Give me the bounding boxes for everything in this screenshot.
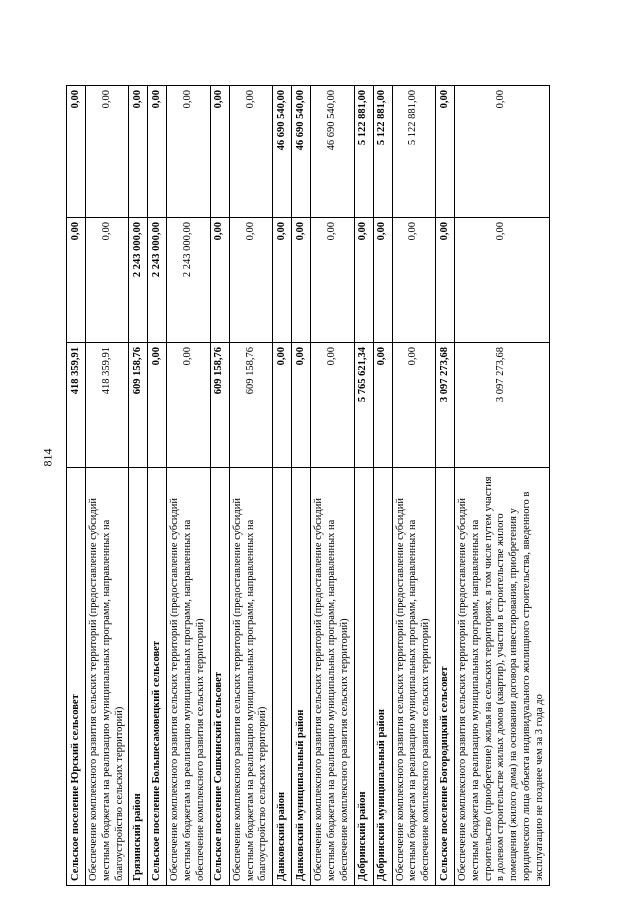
- value-cell-3: 0,00: [148, 86, 167, 218]
- table-row-total: [67, 86, 86, 886]
- value-cell-1: 5 765 621,34: [354, 343, 373, 468]
- value-cell-3: 5 122 881,00: [373, 86, 392, 218]
- name-cell: Обеспечение комплексного развития сельских территорий (предоставление субсидий местным бюджетам на реализацию муниципальных программ, направленных на строительство (приобретение) жилья на сельских территориях, в том числе путем участия в долевом строительстве жилых домов (квартир), участия в строительстве жилого помещения (жилого дома) на основании договора инвестирования, приобретения у юридического лица объекта индивидуального жилищного строительства, введенного в эксплуатацию не позднее чем за 3 года до: [454, 468, 549, 886]
- table-row: [454, 86, 549, 886]
- value-cell-2: 2 243 000,00: [129, 218, 148, 343]
- value-cell-1: 3 097 273,68: [454, 343, 549, 468]
- name-cell: Грязинский район: [129, 468, 148, 886]
- value-cell-1: 0,00: [311, 343, 354, 468]
- value-cell-1: 418 359,91: [67, 343, 86, 468]
- name-cell: Сельское поселение Юрский сельсовет: [67, 468, 86, 886]
- name-cell: Сельское поселение Сошкинский сельсовет: [210, 468, 229, 886]
- table-row: [392, 86, 435, 886]
- value-cell-1: 609 158,76: [129, 343, 148, 468]
- name-cell: Добринский муниципальный район: [373, 468, 392, 886]
- name-cell: Данковский район: [273, 468, 292, 886]
- name-cell: Обеспечение комплексного развития сельских территорий (предоставление субсидий местным бюджетам на реализацию муниципальных программ, направленных на благоустройство сельских территорий): [229, 468, 272, 886]
- value-cell-2: 0,00: [354, 218, 373, 343]
- value-cell-3: 0,00: [435, 86, 454, 218]
- value-cell-2: 0,00: [454, 218, 549, 343]
- value-cell-1: 0,00: [373, 343, 392, 468]
- name-cell: Обеспечение комплексного развития сельских территорий (предоставление субсидий местным бюджетам на реализацию муниципальных программ, направленных на благоустройство сельских территорий): [86, 468, 129, 886]
- value-cell-3: 0,00: [129, 86, 148, 218]
- name-cell: Обеспечение комплексного развития сельских территорий (предоставление субсидий местным бюджетам на реализацию муниципальных программ, направленных на обеспечение комплексного развития сельских территорий): [392, 468, 435, 886]
- table-row-total: [129, 86, 148, 886]
- value-cell-3: 0,00: [229, 86, 272, 218]
- value-cell-1: 3 097 273,68: [435, 343, 454, 468]
- name-cell: Данковский муниципальный район: [292, 468, 311, 886]
- value-cell-2: 0,00: [210, 218, 229, 343]
- value-cell-1: 0,00: [392, 343, 435, 468]
- table-row-total: [292, 86, 311, 886]
- table-row-total: [273, 86, 292, 886]
- value-cell-2: 0,00: [67, 218, 86, 343]
- value-cell-2: 0,00: [229, 218, 272, 343]
- value-cell-3: 0,00: [67, 86, 86, 218]
- table-row-total: [435, 86, 454, 886]
- table-row: [86, 86, 129, 886]
- value-cell-2: 0,00: [435, 218, 454, 343]
- value-cell-3: 5 122 881,00: [354, 86, 373, 218]
- value-cell-2: 0,00: [292, 218, 311, 343]
- budget-table: [66, 85, 550, 886]
- name-cell: Сельское поселение Большесамовецкий сельсовет: [148, 468, 167, 886]
- value-cell-3: 46 690 540,00: [292, 86, 311, 218]
- name-cell: Обеспечение комплексного развития сельских территорий (предоставление субсидий местным бюджетам на реализацию муниципальных программ, направленных на обеспечение комплексного развития сельских территорий): [167, 468, 210, 886]
- value-cell-2: 2 243 000,00: [148, 218, 167, 343]
- name-cell: Сельское поселение Богородицкий сельсовет: [435, 468, 454, 886]
- name-cell: Обеспечение комплексного развития сельских территорий (предоставление субсидий местным бюджетам на реализацию муниципальных программ, направленных на обеспечение комплексного развития сельских территорий): [311, 468, 354, 886]
- value-cell-3: 0,00: [167, 86, 210, 218]
- value-cell-1: 0,00: [148, 343, 167, 468]
- value-cell-1: 609 158,76: [229, 343, 272, 468]
- value-cell-3: 46 690 540,00: [273, 86, 292, 218]
- table-row-total: [354, 86, 373, 886]
- value-cell-2: 0,00: [311, 218, 354, 343]
- value-cell-2: 0,00: [373, 218, 392, 343]
- value-cell-1: 0,00: [292, 343, 311, 468]
- value-cell-2: 2 243 000,00: [167, 218, 210, 343]
- value-cell-1: 0,00: [273, 343, 292, 468]
- value-cell-1: 609 158,76: [210, 343, 229, 468]
- value-cell-3: 0,00: [86, 86, 129, 218]
- value-cell-3: 46 690 540,00: [311, 86, 354, 218]
- value-cell-2: 0,00: [86, 218, 129, 343]
- page-number: 814: [40, 448, 55, 467]
- table-row-total: [373, 86, 392, 886]
- value-cell-3: 0,00: [210, 86, 229, 218]
- budget-table-wrapper: [66, 86, 598, 886]
- value-cell-3: 0,00: [454, 86, 549, 218]
- table-row: [167, 86, 210, 886]
- table-row-total: [210, 86, 229, 886]
- value-cell-2: 0,00: [392, 218, 435, 343]
- value-cell-1: 0,00: [167, 343, 210, 468]
- name-cell: Добринский район: [354, 468, 373, 886]
- value-cell-3: 5 122 881,00: [392, 86, 435, 218]
- value-cell-2: 0,00: [273, 218, 292, 343]
- table-row: [229, 86, 272, 886]
- table-row: [311, 86, 354, 886]
- table-row-total: [148, 86, 167, 886]
- value-cell-1: 418 359,91: [86, 343, 129, 468]
